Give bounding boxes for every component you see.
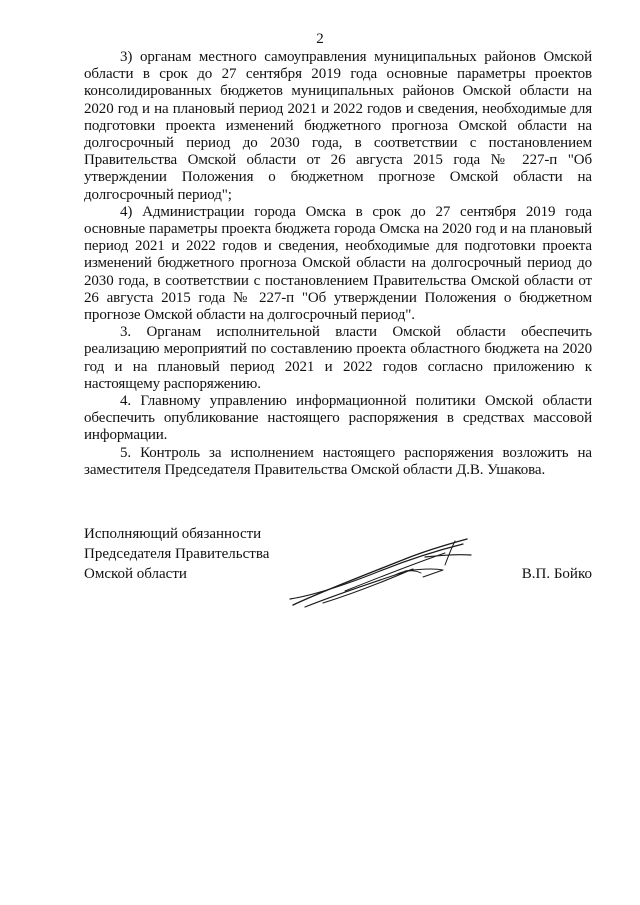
paragraph-item-4: 4) Администрации города Омска в срок до 27 сентября 2019 года основные параметры проекта бюджета города Омска на 2020 год и на плановый период 2021 и 2022 годов и сведения, необходимые для подготовки проекта изменений бюджетного прогноза Омской области на долгосрочный период до 2030 года, в соответствии с постановлением Правительства Омской области от 26 августа 2015 года № 227-п "Об утверждении Положения о бюджетном прогнозе Омской области на долгосрочный период". <box>84 203 592 324</box>
signatory-title <box>84 524 269 584</box>
signatory-name: В.П. Бойко <box>521 566 592 582</box>
document-body <box>84 49 592 479</box>
page-number: 2 <box>316 31 324 47</box>
signatory-title-line-2: Председателя Правительства <box>84 546 270 562</box>
signatory-title-line-1: Исполняющий обязанности <box>84 526 262 542</box>
signatory-title-line-3: Омской области <box>84 566 187 582</box>
paragraph-item-3: 3) органам местного самоуправления муниципальных районов Омской области в срок до 27 сентября 2019 года основные параметры проектов консолидированных бюджетов муниципальных районов Омской области на 2020 год и на плановый период 2021 и 2022 годов и сведения, необходимые для подготовки проекта изменений бюджетного прогноза Омской области на долгосрочный период до 2030 года, в соответствии с постановлением Правительства Омской области от 26 августа 2015 года № 227-п "Об утверждении Положения о бюджетном прогнозе Омской области на долгосрочный период"; <box>84 49 592 203</box>
paragraph-point-4: 4. Главному управлению информационной политики Омской области обеспечить опубликование настоящего распоряжения в средствах массовой информации. <box>84 393 592 444</box>
paragraph-point-5: 5. Контроль за исполнением настоящего распоряжения возложить на заместителя Председателя Правительства Омской области Д.В. Ушакова. <box>84 444 592 478</box>
paragraph-point-3: 3. Органам исполнительной власти Омской области обеспечить реализацию мероприятий по составлению проекта областного бюджета на 2020 год и на плановый период 2021 и 2022 годов согласно приложению к настоящему распоряжению. <box>84 324 592 392</box>
handwritten-signature-icon <box>285 535 480 615</box>
